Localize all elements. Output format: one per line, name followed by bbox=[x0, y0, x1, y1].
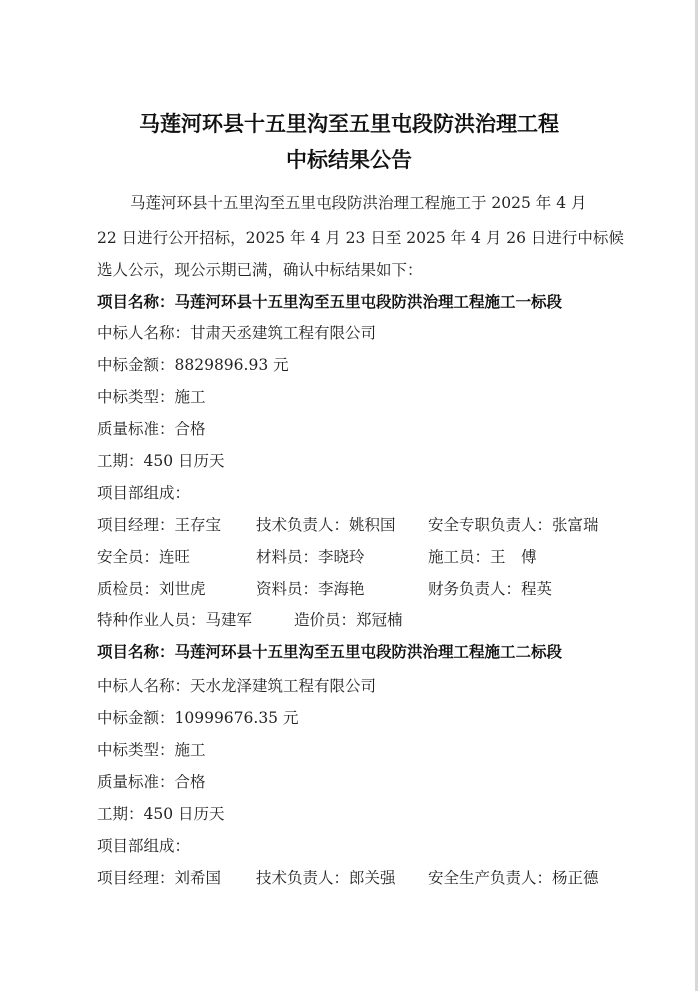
section-1-team-cell: 特种作业人员：马建军 bbox=[97, 611, 253, 629]
section-2-team-cell: 技术负责人：郎关强 bbox=[256, 869, 396, 887]
section-2-team-cell: 安全生产负责人：杨正德 bbox=[428, 869, 599, 887]
section-2-team-label: 项目部组成： bbox=[97, 837, 191, 855]
section-2-project-name: 项目名称：马莲河环县十五里沟至五里屯段防洪治理工程施工二标段 bbox=[97, 642, 563, 661]
section-2-type: 中标类型：施工 bbox=[97, 741, 206, 759]
section-1-winner: 中标人名称：甘肃天丞建筑工程有限公司 bbox=[97, 324, 377, 342]
section-1-amount: 中标金额：8829896.93 元 bbox=[97, 356, 289, 374]
section-1-team-cell: 安全专职负责人：张富瑞 bbox=[428, 516, 599, 534]
section-2-quality: 质量标准：合格 bbox=[97, 773, 206, 791]
section-1-team-cell: 施工员：王 傅 bbox=[428, 548, 537, 566]
section-1-quality: 质量标准：合格 bbox=[97, 420, 206, 438]
section-1-period: 工期：450 日历天 bbox=[97, 452, 225, 470]
title-line-2: 中标结果公告 bbox=[286, 147, 412, 172]
section-1-team-cell: 技术负责人：姚积国 bbox=[256, 516, 396, 534]
section-1-team-cell: 项目经理：王存宝 bbox=[97, 516, 222, 534]
section-1-team-cell: 材料员：李晓玲 bbox=[256, 548, 365, 566]
section-1-team-label: 项目部组成： bbox=[97, 484, 191, 502]
section-1-type: 中标类型：施工 bbox=[97, 388, 206, 406]
intro-line-3: 选人公示，现公示期已满，确认中标结果如下： bbox=[97, 261, 423, 279]
section-2-period: 工期：450 日历天 bbox=[97, 805, 225, 823]
section-1-team-cell: 安全员：连旺 bbox=[97, 548, 191, 566]
intro-line-2: 22 日进行公开招标，2025 年 4 月 23 日至 2025 年 4 月 26 日进行中标候 bbox=[97, 229, 624, 247]
section-2-team-cell: 项目经理：刘希国 bbox=[97, 869, 222, 887]
section-1-team-cell: 资料员：李海艳 bbox=[256, 580, 365, 598]
section-2-amount: 中标金额：10999676.35 元 bbox=[97, 709, 299, 727]
section-2-winner: 中标人名称：天水龙泽建筑工程有限公司 bbox=[97, 677, 377, 695]
section-1-team-cell: 造价员：郑冠楠 bbox=[294, 611, 403, 629]
section-1-project-name: 项目名称：马莲河环县十五里沟至五里屯段防洪治理工程施工一标段 bbox=[97, 292, 563, 311]
title-line-1: 马莲河环县十五里沟至五里屯段防洪治理工程 bbox=[139, 111, 559, 136]
section-1-team-cell: 质检员：刘世虎 bbox=[97, 580, 206, 598]
intro-line-1: 马莲河环县十五里沟至五里屯段防洪治理工程施工于 2025 年 4 月 bbox=[130, 194, 587, 212]
section-1-team-cell: 财务负责人：程英 bbox=[428, 580, 553, 598]
